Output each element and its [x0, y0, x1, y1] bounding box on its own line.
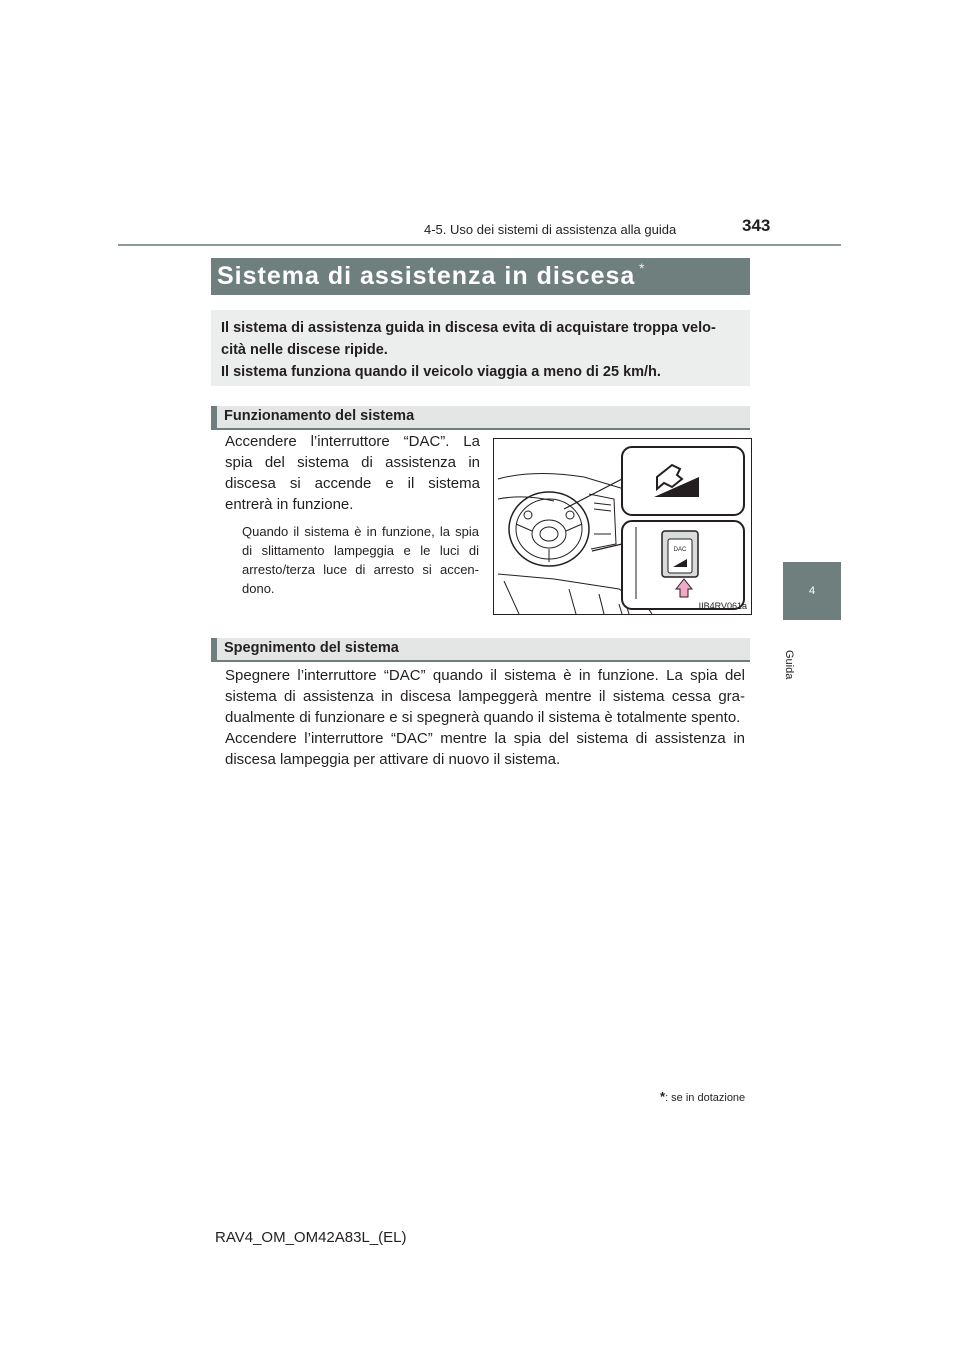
chapter-label	[781, 636, 841, 680]
body-line: Accendere l’interruttore “DAC” mentre la spia del sistema di assistenza in	[225, 730, 745, 747]
dac-switch-label: DAC	[673, 547, 687, 553]
intro-line: Il sistema di assistenza guida in discesa evita di acquistare troppa velo-	[221, 320, 716, 336]
body-line: discesa lampeggia per attivare di nuovo il sistema.	[225, 751, 561, 768]
header-rule	[118, 244, 841, 246]
footnote-marker: *	[660, 1089, 666, 1104]
note-line: di slittamento lampeggia e le luci di	[242, 543, 479, 558]
intro-box	[211, 310, 750, 386]
body-line: Accendere l’interruttore “DAC”. La	[225, 433, 480, 450]
body-line: entrerà in funzione.	[225, 496, 354, 513]
intro-line: Il sistema funziona quando il veicolo viaggia a meno di 25 km/h.	[221, 364, 661, 380]
chapter-label-text: Guida	[783, 650, 795, 680]
figure-code: IIB4RV061a	[698, 601, 747, 611]
optional-marker: *	[639, 260, 645, 276]
body-line: discesa si accende e il sistema	[225, 475, 480, 492]
dashboard-illustration	[494, 439, 751, 614]
note-line: dono.	[242, 581, 275, 596]
section-title: Sistema di assistenza in discesa	[217, 262, 636, 290]
section-heading-label: Spegnimento del sistema	[224, 640, 399, 656]
chapter-number: 4	[808, 585, 816, 597]
section-heading-shutdown	[211, 638, 750, 662]
body-line: spia del sistema di assistenza in	[225, 454, 480, 471]
note-line: Quando il sistema è in funzione, la spia	[242, 524, 479, 539]
document-code: RAV4_OM_OM42A83L_(EL)	[215, 1229, 407, 1246]
body-line: Spegnere l’interruttore “DAC” quando il sistema è in funzione. La spia del	[225, 667, 745, 684]
note-line: arresto/terza luce di arresto si accen-	[242, 562, 479, 577]
dac-switch-figure	[493, 438, 752, 615]
intro-line: cità nelle discese ripide.	[221, 342, 388, 358]
body-line: sistema di assistenza in discesa lampeggerà mentre il sistema cessa gra-	[225, 688, 745, 705]
footnote	[660, 1089, 745, 1104]
section-heading-operation	[211, 406, 750, 430]
section-title-bar	[211, 258, 750, 295]
body-line: dualmente di funzionare e si spegnerà quando il sistema è totalmente spento.	[225, 709, 741, 726]
section-heading-label: Funzionamento del sistema	[224, 408, 415, 424]
header-section-title: 4-5. Uso dei sistemi di assistenza alla guida	[424, 222, 677, 237]
footnote-text: : se in dotazione	[665, 1092, 746, 1104]
chapter-tab	[783, 562, 841, 620]
page-number: 343	[742, 216, 771, 235]
